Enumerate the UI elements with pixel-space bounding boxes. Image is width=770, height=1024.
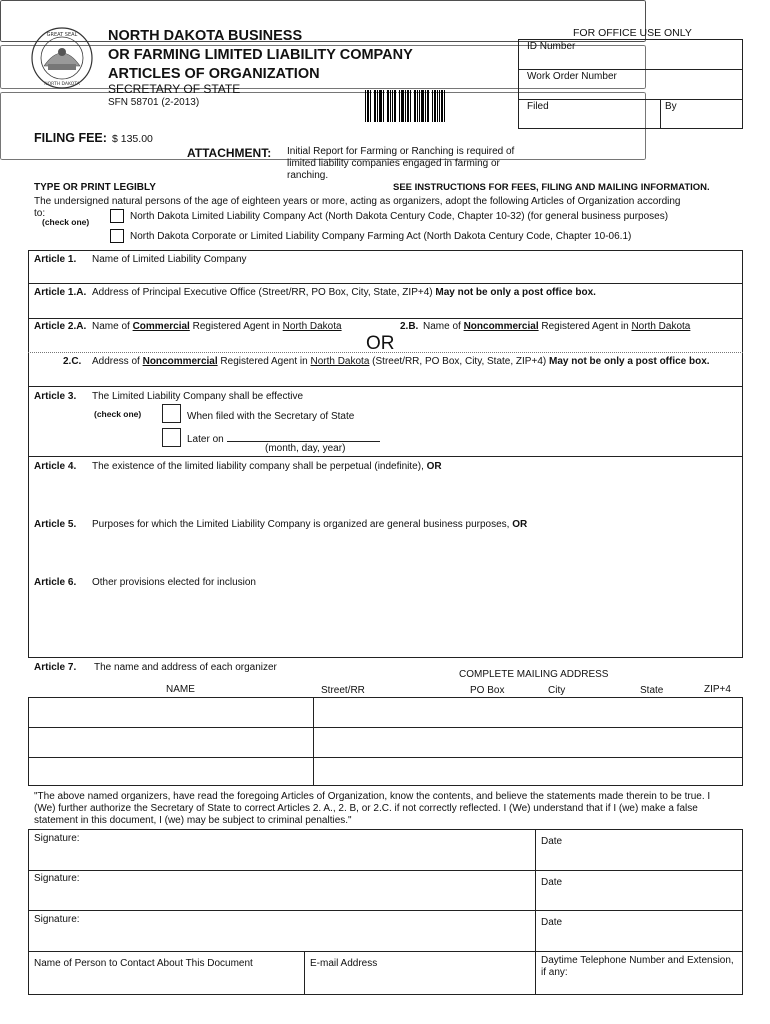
article-1-number: Article 1.: [34, 254, 77, 265]
organizer-2-address-input[interactable]: [320, 735, 735, 751]
col-name: NAME: [166, 684, 195, 695]
form-title-line-2: OR FARMING LIMITED LIABILITY COMPANY: [108, 47, 413, 63]
intro-to: to:: [34, 208, 46, 219]
type-print-note: TYPE OR PRINT LEGIBLY: [34, 182, 156, 193]
signature-3-label: Signature:: [34, 914, 80, 925]
article-4-or: OR: [426, 461, 442, 472]
certification-statement: "The above named organizers, have read the foregoing Articles of Organization, know the contents, and believe the statements made therein to be true. I (We) further authorize the Secretary of State to correct Articles 2. A., 2. B, or 2.C. if not correctly reflected. I (We) understand that if I (we) make a false statement in this document, I (we) may be subject to criminal penalties.": [34, 791, 711, 826]
attachment-text: [287, 146, 514, 182]
article-2c-mid: Registered Agent in: [220, 356, 308, 367]
effective-when-filed-checkbox[interactable]: [162, 404, 181, 423]
article-3-check-one: (check one): [94, 409, 142, 419]
by-label: By: [665, 101, 677, 112]
form-title-line-3: ARTICLES OF ORGANIZATION: [108, 66, 320, 82]
date-1-label: Date: [541, 836, 563, 847]
col-pobox: PO Box: [470, 685, 505, 696]
article-2b-pre: Name of: [423, 321, 461, 332]
principal-office-address-input[interactable]: [92, 301, 732, 315]
article-2a-nd: North Dakota: [282, 321, 342, 332]
attachment-line-3: ranching.: [287, 170, 329, 181]
contact-name-input[interactable]: [34, 973, 299, 989]
filing-fee-amount: $ 135.00: [112, 133, 153, 145]
article-2b-number: 2.B.: [400, 321, 419, 332]
office-use-box: [518, 39, 743, 129]
agency-name: SECRETARY OF STATE: [108, 82, 241, 96]
organizer-2-name-input[interactable]: [34, 735, 304, 751]
organizer-3-name-input[interactable]: [34, 764, 304, 780]
article-2c-number: 2.C.: [63, 356, 82, 367]
article-4-body: The existence of the limited liability company shall be perpetual (indefinite),: [92, 461, 424, 472]
article-2c-pre: Address of: [92, 356, 140, 367]
check-one-label: (check one): [42, 217, 90, 227]
svg-text:GREAT SEAL: GREAT SEAL: [46, 32, 78, 38]
intro-text: The undersigned natural persons of the age of eighteen years or more, acting as organizers, adopt the following Articles of Organization according: [34, 196, 681, 207]
option-farming-act-checkbox[interactable]: [110, 229, 124, 243]
phone-label: Daytime Telephone Number and Extension, if any:: [541, 955, 734, 978]
article-3-number: Article 3.: [34, 391, 77, 402]
svg-text:NORTH DAKOTA: NORTH DAKOTA: [44, 82, 80, 87]
signature-1-input[interactable]: [34, 848, 529, 866]
article-1a-body: Address of Principal Executive Office (Street/RR, PO Box, City, State, ZIP+4): [92, 287, 433, 298]
phone-input[interactable]: [600, 979, 735, 993]
attachment-line-2: limited liability companies engaged in farming or: [287, 158, 500, 169]
effective-later-checkbox[interactable]: [162, 428, 181, 447]
article-5-text: [92, 519, 527, 530]
contact-name-label: Name of Person to Contact About This Document: [34, 958, 253, 969]
article-1a-number: Article 1.A.: [34, 287, 87, 298]
filing-fee-label: FILING FEE:: [34, 131, 107, 145]
article-2c-nd: North Dakota: [310, 356, 370, 367]
signature-2-label: Signature:: [34, 873, 80, 884]
date-2-label: Date: [541, 877, 563, 888]
signature-3-input[interactable]: [34, 929, 529, 947]
form-title-line-1: NORTH DAKOTA BUSINESS: [108, 28, 303, 44]
article-1a-warning: May not be only a post office box.: [435, 287, 596, 298]
effective-when-filed-label: When filed with the Secretary of State: [187, 411, 355, 422]
attachment-label: ATTACHMENT:: [187, 146, 272, 160]
col-city: City: [548, 685, 566, 696]
form-title: [108, 27, 413, 84]
col-state: State: [640, 685, 664, 696]
state-seal: [30, 26, 94, 90]
barcode: [365, 90, 455, 122]
article-2a-number: Article 2.A.: [34, 321, 87, 332]
work-order-label: Work Order Number: [527, 71, 617, 82]
article-2b-mid: Registered Agent in: [541, 321, 629, 332]
signature-1-label: Signature:: [34, 833, 80, 844]
col-street: Street/RR: [321, 685, 365, 696]
article-6-number: Article 6.: [34, 577, 77, 588]
article-4-number: Article 4.: [34, 461, 77, 472]
date-3-label: Date: [541, 917, 563, 928]
article-6-text: Other provisions elected for inclusion: [92, 577, 256, 588]
article-2a-pre: Name of: [92, 321, 130, 332]
organizer-3-address-input[interactable]: [320, 764, 735, 780]
article-2a-text: [92, 321, 342, 332]
filed-label: Filed: [527, 101, 549, 112]
article-1a-text: [92, 287, 596, 298]
see-instructions-note: SEE INSTRUCTIONS FOR FEES, FILING AND MAILING INFORMATION.: [393, 182, 710, 193]
office-use-title: FOR OFFICE USE ONLY: [573, 27, 692, 39]
article-2b-text: [423, 321, 690, 332]
article-3-text: The Limited Liability Company shall be effective: [92, 391, 304, 402]
option-farming-act-label: North Dakota Corporate or Limited Liability Company Farming Act (North Dakota Century Code, Chapter 10-06.1): [130, 231, 632, 242]
article-2b-nd: North Dakota: [631, 321, 691, 332]
option-llc-act-checkbox[interactable]: [110, 209, 124, 223]
article-5-or: OR: [512, 519, 528, 530]
email-input[interactable]: [310, 973, 530, 989]
date-2-input[interactable]: [541, 890, 736, 906]
attachment-line-1: Initial Report for Farming or Ranching is required of: [287, 146, 515, 157]
article-1-text: Name of Limited Liability Company: [92, 254, 247, 265]
article-2c-warning: May not be only a post office box.: [549, 356, 710, 367]
article-2c-noncommercial: Noncommercial: [142, 356, 218, 367]
article-5-number: Article 5.: [34, 519, 77, 530]
date-1-input[interactable]: [541, 850, 736, 866]
signature-2-input[interactable]: [34, 888, 529, 906]
effective-date-input[interactable]: [228, 428, 378, 440]
option-llc-act-label: North Dakota Limited Liability Company Act (North Dakota Century Code, Chapter 10-32) (for general business purposes): [130, 211, 669, 222]
article-2c-post: (Street/RR, PO Box, City, State, ZIP+4): [372, 356, 547, 367]
organizer-1-address-input[interactable]: [320, 705, 735, 721]
email-label: E-mail Address: [310, 958, 378, 969]
article-2a-mid: Registered Agent in: [192, 321, 280, 332]
col-zip: ZIP+4: [704, 684, 731, 695]
article-2a-commercial: Commercial: [132, 321, 190, 332]
organizer-1-name-input[interactable]: [34, 705, 304, 721]
article-5-body: Purposes for which the Limited Liability Company is organized are general business purposes,: [92, 519, 510, 530]
effective-later-label: Later on: [187, 434, 224, 445]
form-number: SFN 58701 (2-2013): [108, 97, 200, 108]
article-7-number: Article 7.: [34, 662, 77, 673]
mailing-address-header: COMPLETE MAILING ADDRESS: [459, 669, 609, 680]
llc-name-input[interactable]: [92, 267, 732, 281]
article-7-text: The name and address of each organizer: [94, 662, 277, 673]
noncommercial-agent-address-input[interactable]: [92, 369, 732, 383]
article-4-text: [92, 461, 442, 472]
date-3-input[interactable]: [541, 931, 736, 947]
id-number-label: ID Number: [527, 41, 576, 52]
article-2b-noncommercial: Noncommercial: [463, 321, 539, 332]
effective-date-hint: (month, day, year): [265, 443, 346, 454]
or-separator: OR: [366, 333, 395, 354]
article-2c-text: [92, 356, 710, 367]
